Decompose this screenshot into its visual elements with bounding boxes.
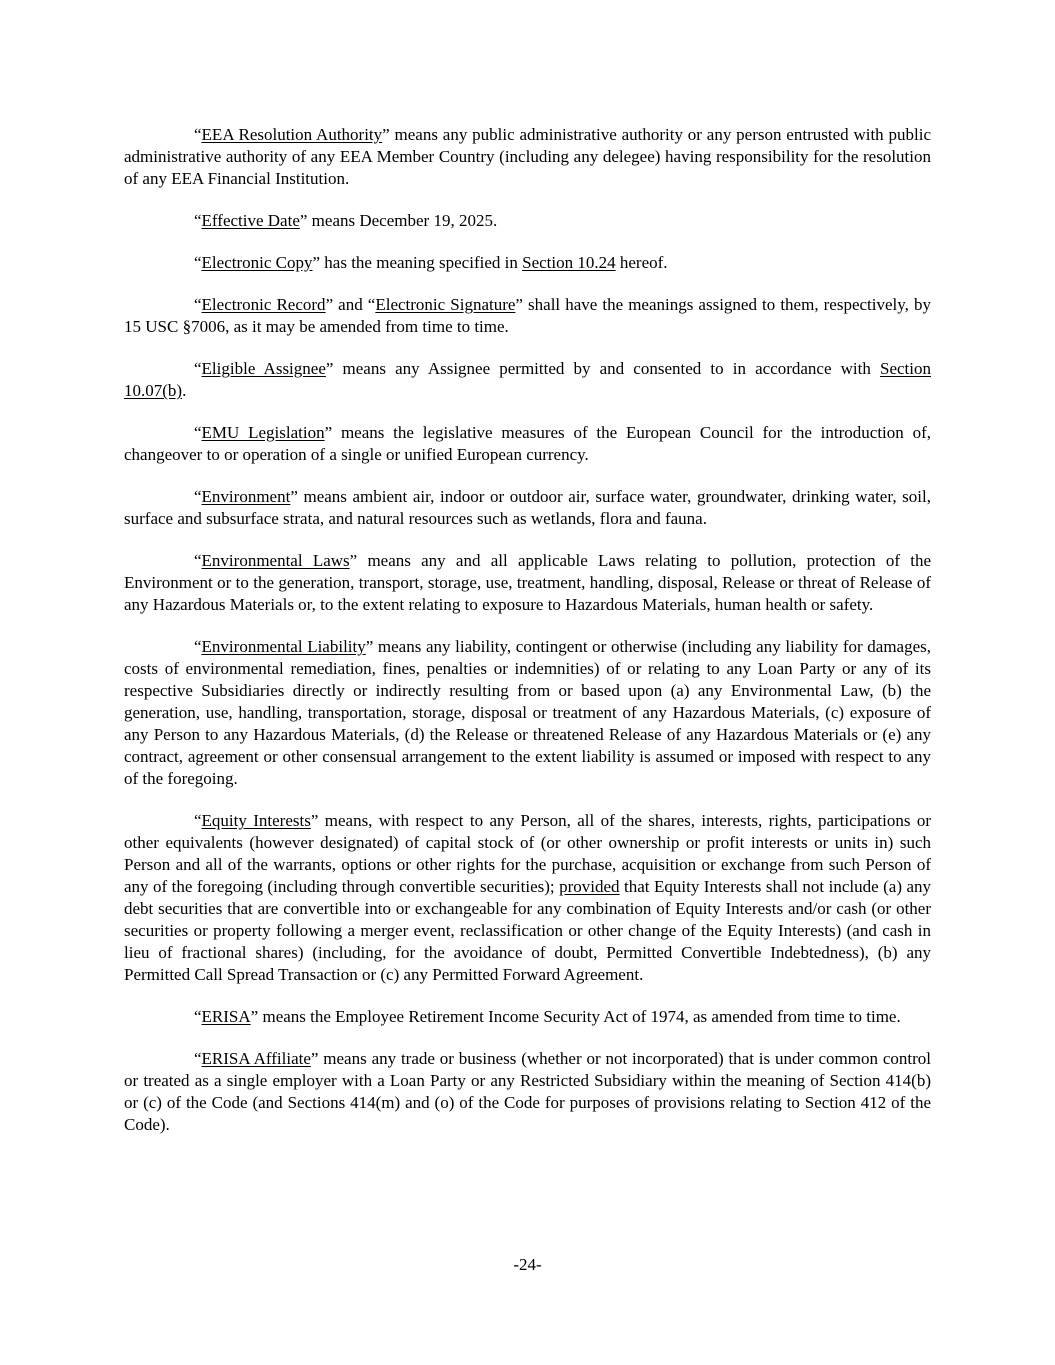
definition-text: ” means the legislative measures of the European Council for the introduction of, changeover to or operation of a single or unified European currency.: [124, 423, 931, 464]
defined-term: Effective Date: [201, 211, 300, 230]
section-reference: Section 10.24: [522, 253, 616, 272]
definition-text: ” means any trade or business (whether or not incorporated) that is under common control or treated as a single employer with a Loan Party or any Restricted Subsidiary within the meaning of Section 414(b) or (c) of the Code (and Sections 414(m) and (o) of the Code for purposes of provisions relating to Section 412 of the Code).: [124, 1049, 931, 1134]
definition-text: ” has the meaning specified in: [312, 253, 523, 272]
defined-term: ERISA Affiliate: [201, 1049, 311, 1068]
definition-text: ” shall have the meanings assigned to them, respectively, by 15 USC §7006, as it may be amended from time to time.: [124, 295, 931, 336]
definition-environment: “Environment” means ambient air, indoor or outdoor air, surface water, groundwater, drinking water, soil, surface and subsurface strata, and natural resources such as wetlands, flora and fauna.: [124, 487, 931, 528]
definition-text: ” means any public administrative authority or any person entrusted with public administrative authority of any EEA Member Country (including any delegee) having responsibility for the resolution of any EEA Financial Institution.: [124, 125, 931, 188]
definition-environmental-laws: “Environmental Laws” means any and all applicable Laws relating to pollution, protection of the Environment or to the generation, transport, storage, use, treatment, handling, disposal, Release or threat of Release of any Hazardous Materials or, to the extent relating to exposure to Hazardous Materials, human health or safety.: [124, 551, 931, 614]
definition-text-tail: .: [182, 381, 187, 400]
defined-term: Equity Interests: [201, 811, 311, 830]
definition-eea-resolution-authority: “EEA Resolution Authority” means any public administrative authority or any person entrusted with public administrative authority of any EEA Member Country (including any delegee) having responsibility for the resolution of any EEA Financial Institution.: [124, 125, 931, 188]
proviso-term: provided: [559, 877, 620, 896]
defined-term-2: Electronic Signature: [375, 295, 516, 314]
definition-text: ” means ambient air, indoor or outdoor air, surface water, groundwater, drinking water, soil, surface and subsurface strata, and natural resources such as wetlands, flora and fauna.: [124, 487, 931, 528]
defined-term: ERISA: [201, 1007, 251, 1026]
definition-text: ” means any Assignee permitted by and consented to in accordance with: [325, 359, 880, 378]
definition-connector: ” and “: [325, 295, 376, 314]
definition-erisa: “ERISA” means the Employee Retirement Income Security Act of 1974, as amended from time to time.: [194, 1007, 901, 1026]
definition-eligible-assignee: “Eligible Assignee” means any Assignee permitted by and consented to in accordance with Section 10.07(b).: [124, 359, 931, 400]
definition-text: ” means December 19, 2025.: [299, 211, 498, 230]
definition-text-tail: that Equity Interests shall not include (a) any debt securities that are convertible into or exchangeable for any combination of Equity Interests and/or cash (or other securities or property following a merger event, reclassification or other change of the Equity Interests) (and cash in lieu of fractional shares) (including, for the avoidance of doubt, Permitted Convertible Indebtedness), (b) any Permitted Call Spread Transaction or (c) any Permitted Forward Agreement.: [124, 877, 931, 984]
definition-text: ” means any liability, contingent or otherwise (including any liability for damages, costs of environmental remediation, fines, penalties or indemnities) of or relating to any Loan Party or any of its respective Subsidiaries directly or indirectly resulting from or based upon (a) any Environmental Law, (b) the generation, use, handling, transportation, storage, disposal or treatment of any Hazardous Materials, (c) exposure of any Person to any Hazardous Materials, (d) the Release or threatened Release of any Hazardous Materials or (e) any contract, agreement or other consensual arrangement to the extent liability is assumed or imposed with respect to any of the foregoing.: [124, 637, 931, 788]
definition-text: ” means any and all applicable Laws relating to pollution, protection of the Environment or to the generation, transport, storage, use, treatment, handling, disposal, Release or threat of Release of any Hazardous Materials or, to the extent relating to exposure to Hazardous Materials, human health or safety.: [124, 551, 931, 614]
section-reference: Section 10.07(b): [124, 359, 931, 400]
defined-term: Electronic Record: [201, 295, 326, 314]
page-number: -24-: [513, 1255, 542, 1274]
defined-term: Environment: [201, 487, 291, 506]
defined-term: EEA Resolution Authority: [201, 125, 383, 144]
definition-text-tail: hereof.: [615, 253, 668, 272]
definition-text: ” means the Employee Retirement Income Security Act of 1974, as amended from time to time.: [250, 1007, 901, 1026]
definition-electronic-copy: “Electronic Copy” has the meaning specified in Section 10.24 hereof.: [194, 253, 668, 272]
definition-erisa-affiliate: “ERISA Affiliate” means any trade or business (whether or not incorporated) that is under common control or treated as a single employer with a Loan Party or any Restricted Subsidiary within the meaning of Section 414(b) or (c) of the Code (and Sections 414(m) and (o) of the Code for purposes of provisions relating to Section 412 of the Code).: [124, 1049, 931, 1134]
definition-effective-date: “Effective Date” means December 19, 2025.: [194, 211, 498, 230]
defined-term: Electronic Copy: [201, 253, 313, 272]
definition-emu-legislation: “EMU Legislation” means the legislative measures of the European Council for the introduction of, changeover to or operation of a single or unified European currency.: [124, 423, 931, 464]
defined-term: Environmental Laws: [201, 551, 350, 570]
defined-term: Eligible Assignee: [201, 359, 326, 378]
defined-term: EMU Legislation: [201, 423, 325, 442]
definition-environmental-liability: “Environmental Liability” means any liability, contingent or otherwise (including any liability for damages, costs of environmental remediation, fines, penalties or indemnities) of or relating to any Loan Party or any of its respective Subsidiaries directly or indirectly resulting from or based upon (a) any Environmental Law, (b) the generation, use, handling, transportation, storage, disposal or treatment of any Hazardous Materials, (c) exposure of any Person to any Hazardous Materials, (d) the Release or threatened Release of any Hazardous Materials or (e) any contract, agreement or other consensual arrangement to the extent liability is assumed or imposed with respect to any of the foregoing.: [124, 637, 931, 788]
definition-text: ” means, with respect to any Person, all of the shares, interests, rights, participations or other equivalents (however designated) of capital stock of (or other ownership or profit interests or units in) such Person and all of the warrants, options or other rights for the purchase, acquisition or exchange from such Person of any of the foregoing (including through convertible securities);: [124, 811, 932, 896]
definition-electronic-record-signature: “Electronic Record” and “Electronic Signature” shall have the meanings assigned to them, respectively, by 15 USC §7006, as it may be amended from time to time.: [124, 295, 931, 336]
definitions-section: [124, 124, 931, 1156]
definition-equity-interests: “Equity Interests” means, with respect to any Person, all of the shares, interests, rights, participations or other equivalents (however designated) of capital stock of (or other ownership or profit interests or units in) such Person and all of the warrants, options or other rights for the purchase, acquisition or exchange from such Person of any of the foregoing (including through convertible securities); provided that Equity Interests shall not include (a) any debt securities that are convertible into or exchangeable for any combination of Equity Interests and/or cash (or other securities or property following a merger event, reclassification or other change of the Equity Interests) (and cash in lieu of fractional shares) (including, for the avoidance of doubt, Permitted Convertible Indebtedness), (b) any Permitted Call Spread Transaction or (c) any Permitted Forward Agreement.: [124, 811, 932, 984]
defined-term: Environmental Liability: [201, 637, 366, 656]
